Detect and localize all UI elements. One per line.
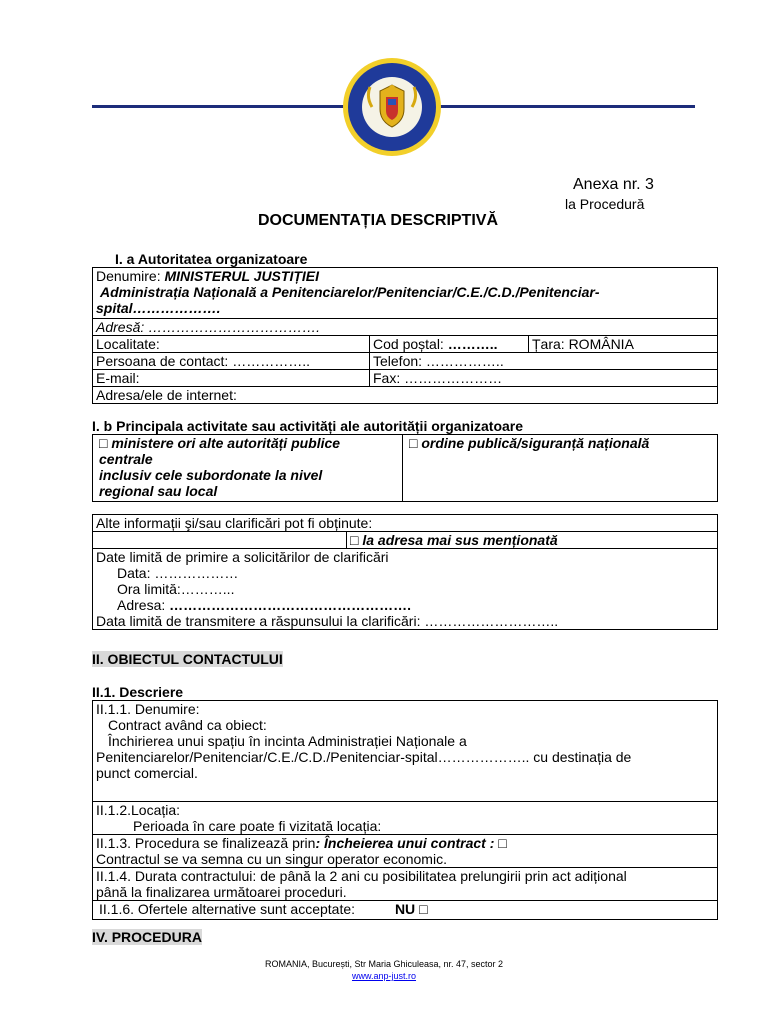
ii16-nu: NU: [394, 901, 416, 917]
section-iv-heading: IV. PROCEDURA: [92, 929, 202, 945]
internet-cell: Adresa/ele de internet:: [93, 387, 718, 404]
adm-line-2: spital……………….: [96, 300, 221, 316]
contract-text: Contract având ca obiect:: [108, 717, 267, 733]
fax-cell: Fax: …………………: [370, 370, 718, 387]
description-table: [92, 700, 718, 920]
tara-cell: Țara: ROMÂNIA: [529, 336, 718, 353]
denumire-value: MINISTERUL JUSTIȚIEI: [164, 268, 320, 284]
la-adresa-text: la adresa mai sus menționată: [362, 532, 558, 548]
ii13-line2: Contractul se va semna cu un singur operator economic.: [96, 851, 447, 867]
transmitere-text: Data limită de transmitere a răspunsului la clarificări: ………………………..: [96, 613, 559, 629]
ii13-bold: : Încheierea unui contract :: [315, 835, 495, 851]
footer-website-link[interactable]: www.anp-just.ro: [351, 971, 417, 981]
data-field: Data: ………………: [117, 565, 239, 581]
adresa-dots: …………………………………………….: [169, 597, 412, 613]
ii16-cell: [93, 901, 718, 920]
date-limita-text: Date limită de primire a solicitărilor de clarificări: [96, 549, 389, 565]
date-limita-cell: [93, 549, 718, 630]
denumire-cell: [93, 268, 718, 319]
ii14-line2: până la finalizarea următoarei proceduri.: [96, 884, 347, 900]
la-adresa-cell: [347, 532, 718, 549]
blank-cell: [93, 532, 347, 549]
ii13-pre: II.1.3. Procedura se finalizează prin: [96, 835, 316, 851]
info-table: [92, 514, 718, 630]
alte-info-cell: Alte informații şi/sau clarificări pot fi obținute:: [93, 515, 718, 532]
email-cell: E-mail:: [93, 370, 370, 387]
activity-left-l1: ministere ori alte autorități publice: [111, 435, 341, 451]
activity-left-checkbox[interactable]: □: [99, 435, 108, 451]
ii12-label: II.1.2.Locația:: [96, 802, 181, 818]
perioada-text: Perioada în care poate fi vizitată locația:: [133, 818, 382, 834]
ii16-checkbox[interactable]: □: [419, 901, 428, 917]
activity-right-cell: [403, 435, 718, 502]
section-ia-heading: I. a Autoritatea organizatoare: [115, 251, 308, 267]
activity-left-l2: centrale: [99, 451, 153, 467]
activity-left-l4: regional sau local: [99, 483, 218, 499]
annex-subtitle: la Procedură: [565, 196, 645, 212]
persoana-cell: Persoana de contact: ……………..: [93, 353, 370, 370]
authority-table: [92, 267, 718, 404]
ii13-checkbox[interactable]: □: [494, 835, 507, 851]
activity-right-checkbox[interactable]: □: [409, 435, 418, 451]
ii12-cell: [93, 802, 718, 835]
adm-line-1: Administrația Națională a Penitenciarelor/Penitenciar/C.E./C.D./Penitenciar-: [100, 284, 600, 300]
la-adresa-checkbox[interactable]: □: [350, 532, 359, 548]
activity-right-text: ordine publică/siguranță națională: [421, 435, 650, 451]
inchiriere-l1: Închirierea unui spațiu în incinta Administrației Naționale a: [108, 733, 467, 749]
activity-left-cell: [93, 435, 403, 502]
ii11-cell: [93, 701, 718, 802]
telefon-cell: Telefon: ……………..: [370, 353, 718, 370]
ii16-label: II.1.6. Ofertele alternative sunt acceptate:: [99, 901, 356, 917]
section-ib-heading: I. b Principala activitate sau activități ale autorității organizatoare: [92, 418, 524, 434]
adresa-text: Adresă: ……………………………….: [96, 319, 321, 335]
section-ii1-heading: II.1. Descriere: [92, 684, 184, 700]
ora-field: Ora limită:………...: [117, 581, 235, 597]
inchiriere-l3: punct comercial.: [96, 765, 198, 781]
cod-postal-label: Cod poștal:: [373, 336, 448, 352]
ii11-label: II.1.1. Denumire:: [96, 701, 200, 717]
document-title: DOCUMENTAȚIA DESCRIPTIVĂ: [258, 212, 498, 229]
ii14-line1: II.1.4. Durata contractului: de până la 2 ani cu posibilitatea prelungirii prin act adițional: [96, 868, 627, 884]
adresa-label: Adresa:: [117, 597, 170, 613]
localitate-cell: Localitate:: [93, 336, 370, 353]
inchiriere-l2: Penitenciarelor/Penitenciar/C.E./C.D./Penitenciar-spital……………….. cu destinația de: [96, 749, 632, 765]
activity-left-l3: inclusiv cele subordonate la nivel: [99, 467, 323, 483]
activity-table: [92, 434, 718, 502]
footer-address: ROMANIA, București, Str Maria Ghiculeasa, nr. 47, sector 2: [264, 959, 504, 969]
ministry-seal-logo: [342, 57, 442, 157]
ii13-cell: [93, 835, 718, 868]
cod-postal-value: ………..: [447, 336, 498, 352]
cod-postal-cell: [370, 336, 529, 353]
ii14-cell: [93, 868, 718, 901]
denumire-label: Denumire:: [96, 268, 165, 284]
adresa-cell: [93, 319, 718, 336]
section-ii-heading: II. OBIECTUL CONTACTULUI: [92, 651, 283, 667]
footer-website-wrap: [0, 971, 768, 981]
annex-title: Anexa nr. 3: [573, 176, 654, 193]
